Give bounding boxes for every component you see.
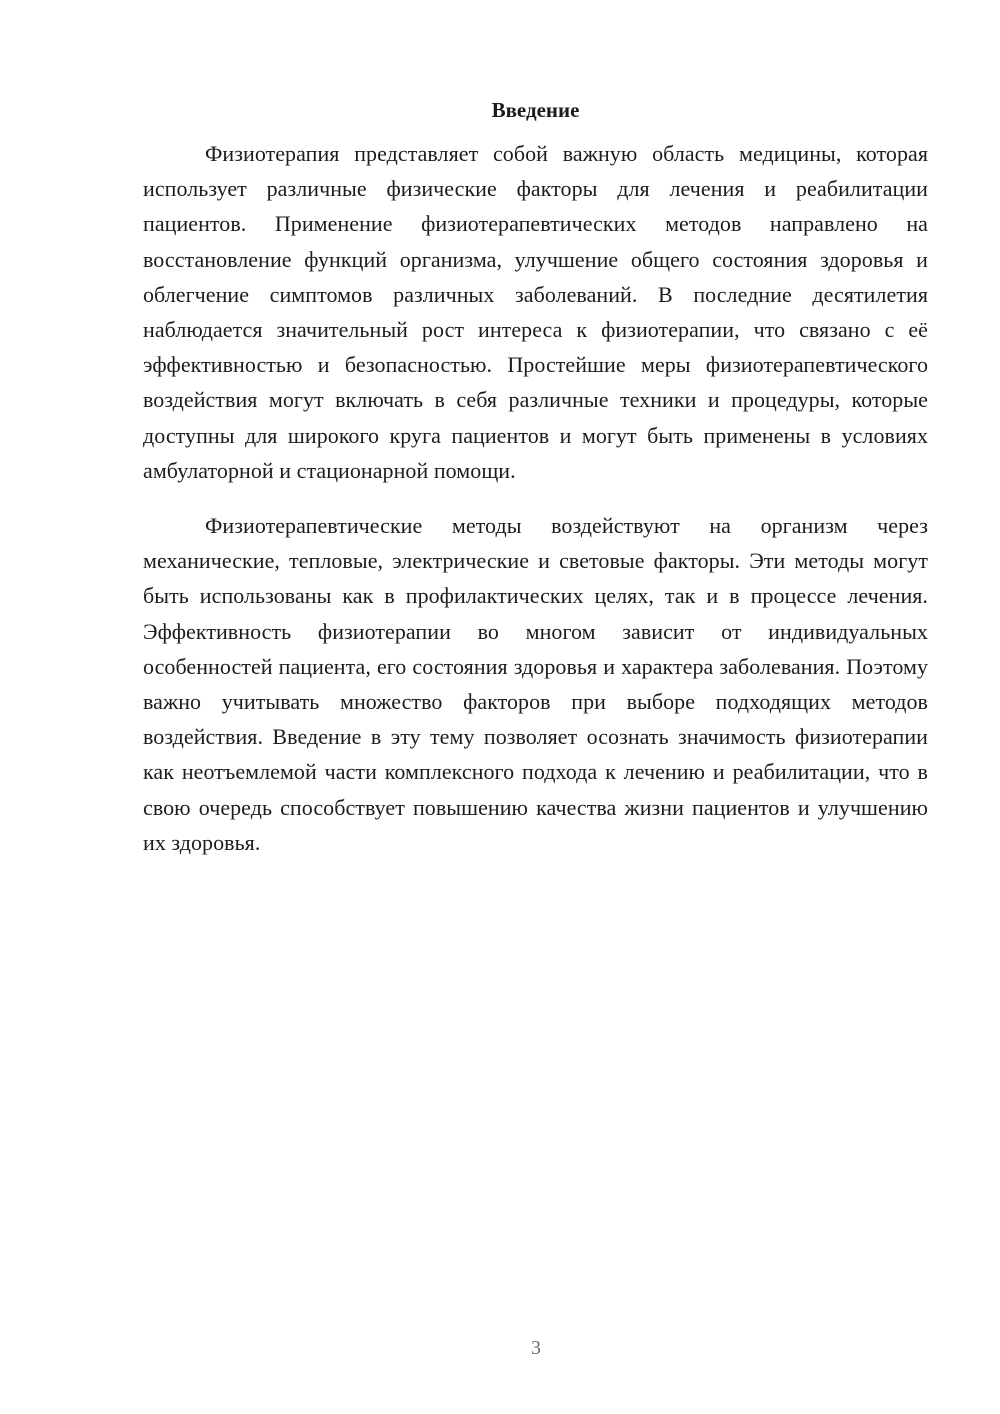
paragraph-2: Физиотерапевтические методы воздействуют на организм через механические, тепловые, электрические и световые факторы. Эти методы могут быть использованы как в профилактических целях, так и в процессе лечения. Эффективность физиотерапии во многом зависит от индивидуальных особенностей пациента, его состояния здоровья и характера заболевания. Поэтому важно учитывать множество факторов при выборе подходящих методов воздействия. Введение в эту тему позволяет осознать значимость физиотерапии как неотъемлемой части комплексного подхода к лечению и реабилитации, что в свою очередь способствует повышению качества жизни пациентов и улучшению их здоровья.	[143, 513, 928, 855]
section-title: Введение	[491, 98, 580, 122]
page-content	[143, 92, 928, 860]
page-number: 3	[531, 1337, 541, 1359]
paragraph-1: Физиотерапия представляет собой важную область медицины, которая использует различные физические факторы для лечения и реабилитации пациентов. Применение физиотерапевтических методов направлено на восстановление функций организма, улучшение общего состояния здоровья и облегчение симптомов различных заболеваний. В последние десятилетия наблюдается значительный рост интереса к физиотерапии, что связано с её эффективностью и безопасностью. Простейшие меры физиотерапевтического воздействия могут включать в себя различные техники и процедуры, которые доступны для широкого круга пациентов и могут быть применены в условиях амбулаторной и стационарной помощи.	[143, 141, 928, 483]
